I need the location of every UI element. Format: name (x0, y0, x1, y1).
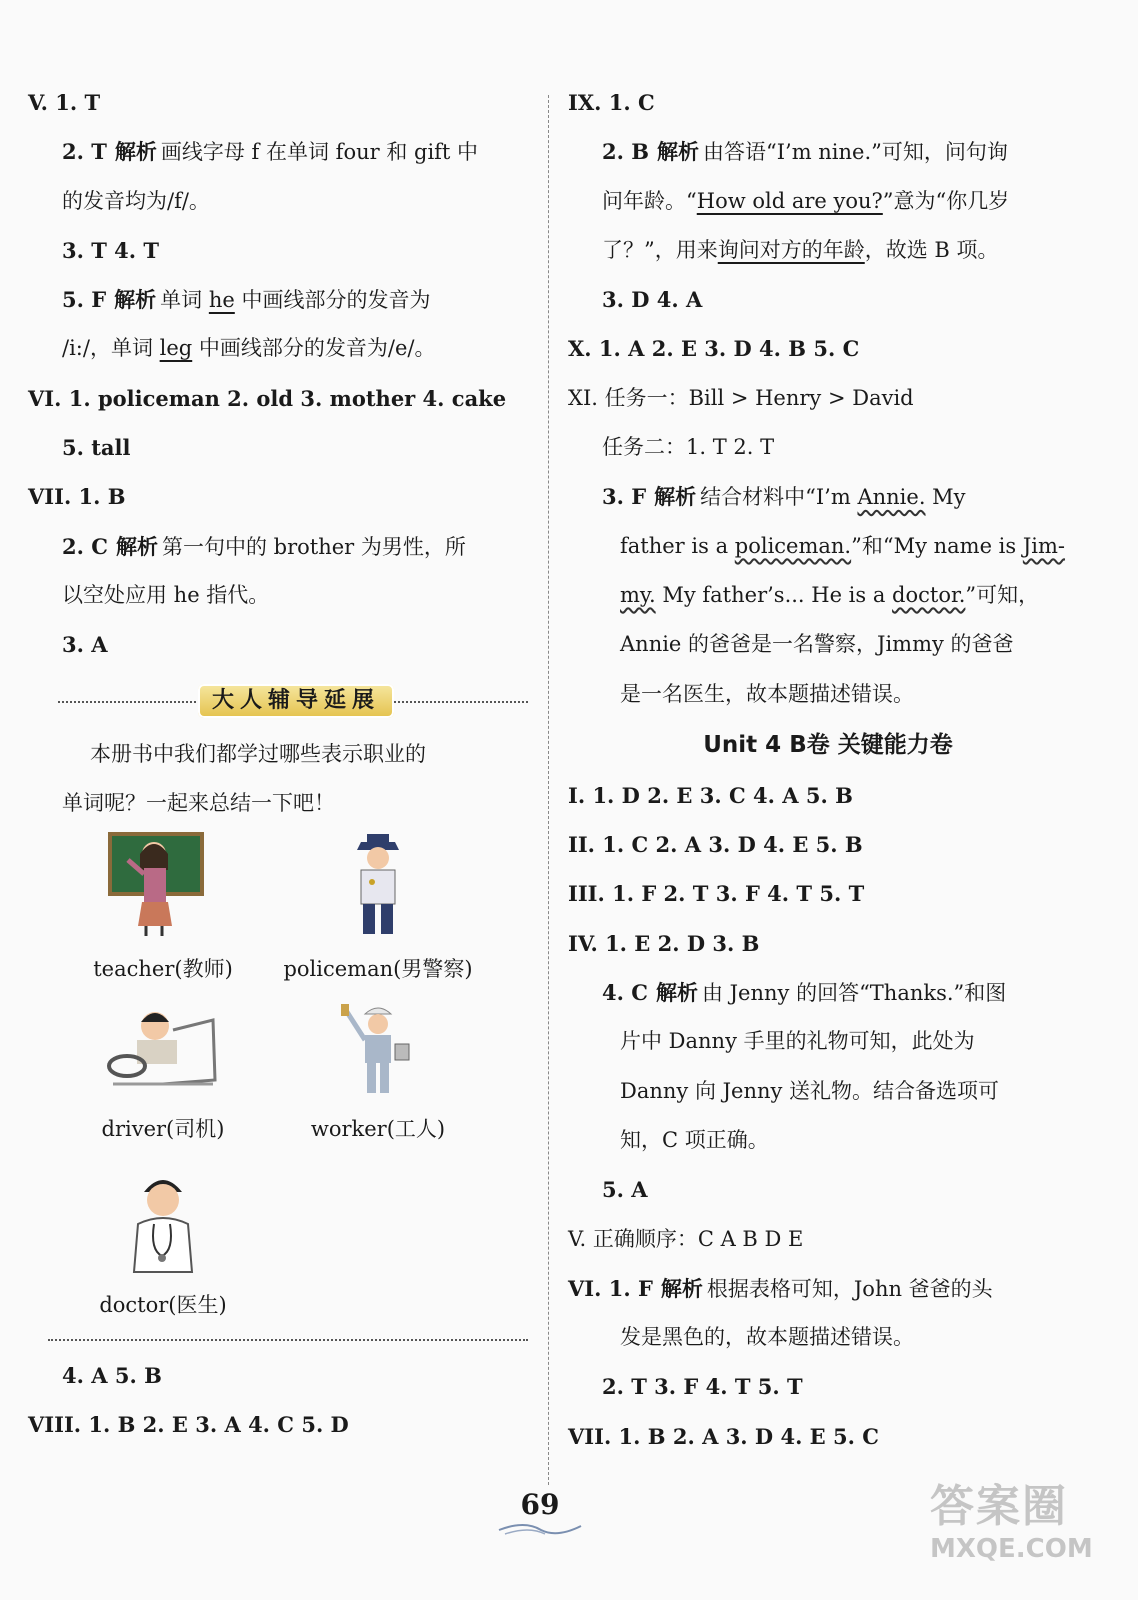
underlined-word: leg (159, 336, 193, 361)
analysis-text: ”和“My name is (851, 533, 1023, 558)
occupation-gallery (28, 828, 528, 1333)
analysis-text: 结合材料中“I’m (700, 485, 858, 510)
underlined-phrase: 询问对方的年龄 (717, 237, 865, 262)
answer-line (568, 127, 1088, 176)
analysis-tag: 解析 (115, 534, 158, 559)
extension-paragraph: 本册书中我们都学过哪些表示职业的 (90, 741, 426, 766)
watermark-url: MXQE.COM (930, 1534, 1093, 1564)
policeman-illustration (323, 830, 433, 940)
wavy-underlined-word: my. (620, 582, 656, 607)
answer-line: II. 1. C 2. A 3. D 4. E 5. B (568, 832, 863, 858)
dotted-rule (48, 1339, 528, 1341)
answer-line: IV. 1. E 2. D 3. B (568, 930, 760, 956)
analysis-tag: 解析 (655, 981, 698, 1006)
analysis-text: My father’s... He is a (655, 582, 893, 607)
answer-line: 3. D 4. A (602, 287, 703, 313)
occupation-label: doctor(医生) (99, 1293, 227, 1318)
occupation-label: driver(司机) (101, 1117, 225, 1142)
answer-number: 5. F (62, 287, 107, 313)
extension-paragraph: 单词呢？一起来总结一下吧！ (62, 790, 335, 815)
answer-line: 任务二：1. T 2. T (602, 435, 775, 460)
analysis-text: 由 Jenny 的回答“Thanks.”和图 (701, 981, 1007, 1006)
analysis-text: 单词 (160, 288, 209, 313)
answer-line: III. 1. F 2. T 3. F 4. T 5. T (568, 881, 865, 907)
page-number: 69 (520, 1488, 560, 1521)
answer-line: 3. A (62, 632, 108, 658)
occupation-label: teacher(教师) (93, 957, 233, 982)
occupation-driver (68, 1000, 258, 1143)
answer-line: 3. T 4. T (62, 237, 160, 263)
answer-number: 4. C (602, 980, 648, 1006)
unit-title: Unit 4 B卷 关键能力卷 (703, 731, 953, 758)
analysis-text: 根据表格可知，John 爸爸的头 (706, 1276, 993, 1301)
analysis-text: 了？”，用来 (602, 237, 718, 262)
analysis-text: ，故选 B 项。 (864, 237, 999, 262)
watermark (930, 1470, 1130, 1590)
column-divider (548, 95, 549, 1485)
answer-line: 5. A (602, 1177, 648, 1203)
answer-line (28, 275, 528, 324)
answer-number: 2. B (602, 139, 649, 165)
teacher-illustration (108, 830, 218, 940)
answer-line: 4. A 5. B (62, 1363, 162, 1389)
answer-line (568, 177, 1088, 226)
answer-line: VIII. 1. B 2. E 3. A 4. C 5. D (28, 1412, 349, 1438)
answer-line: V. 1. T (28, 90, 101, 115)
answer-line (568, 522, 1088, 571)
answer-line (28, 522, 528, 571)
answer-line: 5. tall (62, 435, 131, 461)
extension-header (28, 684, 528, 720)
answer-line: VII. 1. B 2. A 3. D 4. E 5. C (568, 1423, 879, 1449)
occupation-label: policeman(男警察) (283, 957, 473, 982)
answer-line (568, 472, 1088, 521)
answer-line: 以空处应用 he 指代。 (62, 582, 270, 607)
answer-line: X. 1. A 2. E 3. D 4. B 5. C (568, 336, 860, 362)
right-column (568, 78, 1088, 1461)
analysis-text: ”意为“你几岁 (882, 188, 1010, 213)
analysis-text: 问年龄。“ (602, 188, 697, 213)
analysis-text: ”可知， (965, 582, 1040, 607)
answer-line: Annie 的爸爸是一名警察，Jimmy 的爸爸 (620, 632, 1014, 657)
underlined-word: he (208, 288, 235, 313)
wavy-underlined-word: Annie. (857, 485, 926, 510)
driver-illustration (103, 1000, 223, 1100)
answer-line: 发是黑色的，故本题描述错误。 (620, 1325, 914, 1350)
answer-line: 片中 Danny 手里的礼物可知，此处为 (620, 1029, 975, 1054)
left-column (28, 78, 528, 1450)
answer-line: 的发音均为/f/。 (62, 188, 210, 213)
answer-line: IX. 1. C (568, 90, 655, 115)
answer-number: VI. 1. F (568, 1275, 653, 1301)
analysis-text: /i:/，单词 (62, 336, 160, 361)
answer-line: I. 1. D 2. E 3. C 4. A 5. B (568, 782, 853, 808)
answer-line: VII. 1. B (28, 484, 126, 510)
extension-title: 大人辅导延展 (198, 684, 394, 718)
answer-line: Danny 向 Jenny 送礼物。结合备选项可 (620, 1078, 1000, 1103)
answer-line (568, 1264, 1088, 1313)
analysis-text: 由答语“I’m nine.”可知，问句询 (702, 140, 1008, 165)
analysis-tag: 解析 (656, 140, 699, 165)
wavy-underlined-word: doctor. (892, 582, 966, 607)
worker-illustration (323, 1000, 433, 1100)
answer-line (28, 324, 528, 373)
answer-line: VI. 1. policeman 2. old 3. mother 4. cake (28, 385, 507, 411)
analysis-tag: 解析 (114, 288, 157, 313)
answer-line (568, 571, 1088, 620)
analysis-tag: 解析 (114, 140, 157, 165)
analysis-text: My (925, 485, 966, 510)
answer-number: 3. F (602, 484, 647, 510)
answer-line: V. 正确顺序：C A B D E (568, 1226, 804, 1251)
occupation-label: worker(工人) (310, 1117, 446, 1142)
analysis-text: 中画线部分的发音为/e/。 (192, 336, 436, 361)
answer-number: 2. C (62, 533, 108, 559)
answer-number: 2. T (62, 139, 107, 165)
occupation-policeman (278, 830, 478, 983)
wavy-underlined-word: policeman. (734, 533, 852, 558)
analysis-text: father is a (620, 533, 735, 558)
answer-line: 2. T 3. F 4. T 5. T (602, 1374, 803, 1400)
answer-line (568, 968, 1088, 1017)
wavy-underlined-word: Jim- (1022, 533, 1066, 558)
underlined-phrase: How old are you? (696, 188, 883, 213)
answer-line: 是一名医生，故本题描述错误。 (620, 681, 914, 706)
answer-line: 知，C 项正确。 (620, 1127, 769, 1152)
answer-line (568, 226, 1088, 275)
doctor-illustration (108, 1166, 218, 1276)
analysis-text: 第一句中的 brother 为男性，所 (161, 534, 466, 559)
answer-line: XI. 任务一：Bill > Henry > David (568, 385, 914, 410)
occupation-doctor (68, 1166, 258, 1319)
analysis-tag: 解析 (654, 485, 697, 510)
page-number-swirl (495, 1518, 585, 1538)
analysis-text: 画线字母 f 在单词 four 和 gift 中 (160, 140, 479, 165)
answer-line (28, 127, 528, 176)
analysis-tag: 解析 (660, 1276, 703, 1301)
occupation-teacher (68, 830, 258, 983)
watermark-text: 答案圈 (930, 1481, 1068, 1532)
analysis-text: 中画线部分的发音为 (234, 288, 431, 313)
occupation-worker (278, 1000, 478, 1143)
